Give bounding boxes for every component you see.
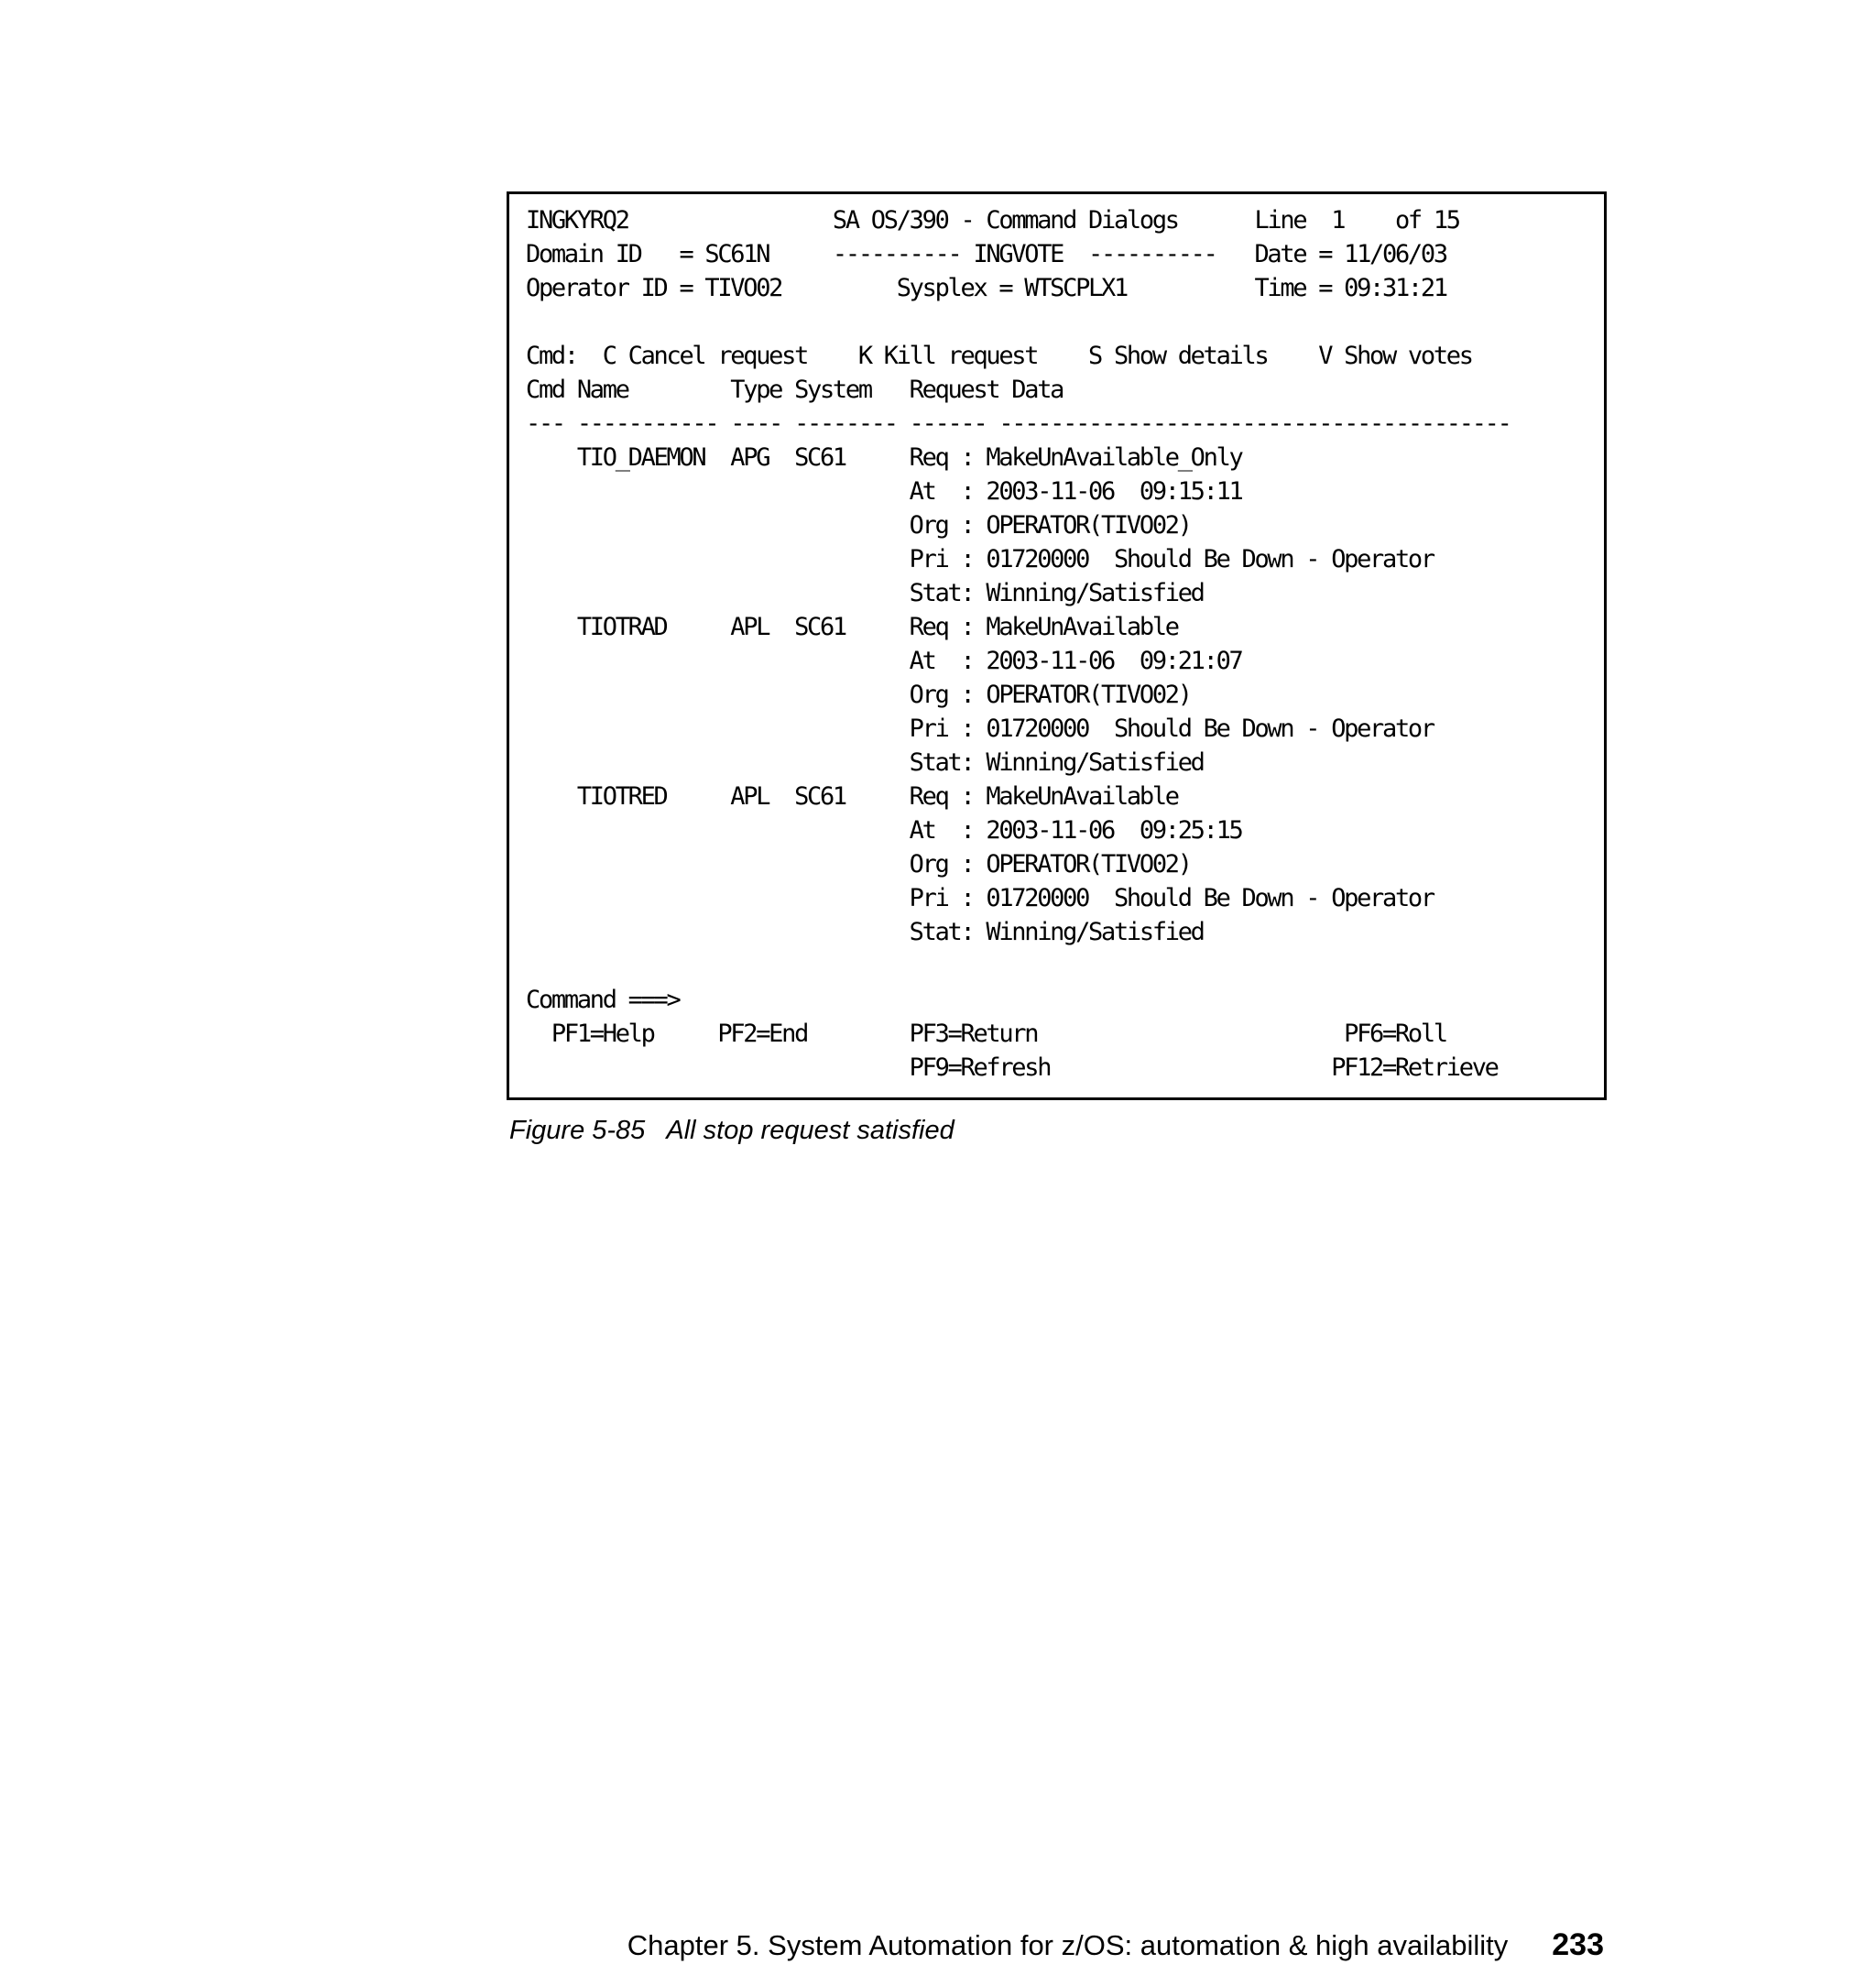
screen-line: Org : OPERATOR(TIVO02) bbox=[526, 850, 1191, 878]
terminal-screenshot bbox=[507, 191, 1607, 1100]
screen-line: Stat: Winning/Satisfied bbox=[526, 918, 1204, 946]
screen-line: PF9=Refresh PF12=Retrieve bbox=[526, 1053, 1498, 1082]
screen-line: At : 2003-11-06 09:25:15 bbox=[526, 816, 1242, 845]
screen-line: TIO_DAEMON APG SC61 Req : MakeUnAvailable_Only bbox=[526, 443, 1242, 472]
screen-line: Pri : 01720000 Should Be Down - Operator bbox=[526, 715, 1434, 743]
screen-line: At : 2003-11-06 09:15:11 bbox=[526, 477, 1242, 506]
page-footer bbox=[612, 1890, 1604, 1964]
screen-line: TIOTRED APL SC61 Req : MakeUnAvailable bbox=[526, 782, 1178, 811]
screen-line: Stat: Winning/Satisfied bbox=[526, 748, 1204, 777]
screen-line: Cmd Name Type System Request Data bbox=[526, 376, 1063, 404]
screen-line: Pri : 01720000 Should Be Down - Operator bbox=[526, 545, 1434, 573]
screen-line: PF1=Help PF2=End PF3=Return PF6=Roll bbox=[526, 1020, 1446, 1048]
screen-line: Command ===> bbox=[526, 986, 680, 1014]
screen-line: INGKYRQ2 SA OS/390 - Command Dialogs Line 1 of 15 bbox=[526, 206, 1459, 235]
screen-line: Stat: Winning/Satisfied bbox=[526, 579, 1204, 607]
screen-line: --- ----------- ---- -------- ------ ---------------------------------------- bbox=[526, 409, 1511, 438]
chapter-title: Chapter 5. System Automation for z/OS: automation & high availability bbox=[627, 1929, 1509, 1961]
screen-line: Pri : 01720000 Should Be Down - Operator bbox=[526, 884, 1434, 912]
screen-line: Org : OPERATOR(TIVO02) bbox=[526, 681, 1191, 709]
screen-line: At : 2003-11-06 09:21:07 bbox=[526, 647, 1242, 675]
screen-line: Org : OPERATOR(TIVO02) bbox=[526, 511, 1191, 540]
figure-caption: Figure 5-85 All stop request satisfied bbox=[509, 1116, 954, 1145]
screen-line: Domain ID = SC61N ---------- INGVOTE ---------- Date = 11/06/03 bbox=[526, 240, 1446, 268]
page-number: 233 bbox=[1552, 1927, 1604, 1962]
screen-line: Cmd: C Cancel request K Kill request S Show details V Show votes bbox=[526, 342, 1472, 370]
terminal-screen-text bbox=[526, 203, 1511, 1085]
screen-line: Operator ID = TIVO02 Sysplex = WTSCPLX1 Time = 09:31:21 bbox=[526, 274, 1446, 302]
screen-line: TIOTRAD APL SC61 Req : MakeUnAvailable bbox=[526, 613, 1178, 641]
